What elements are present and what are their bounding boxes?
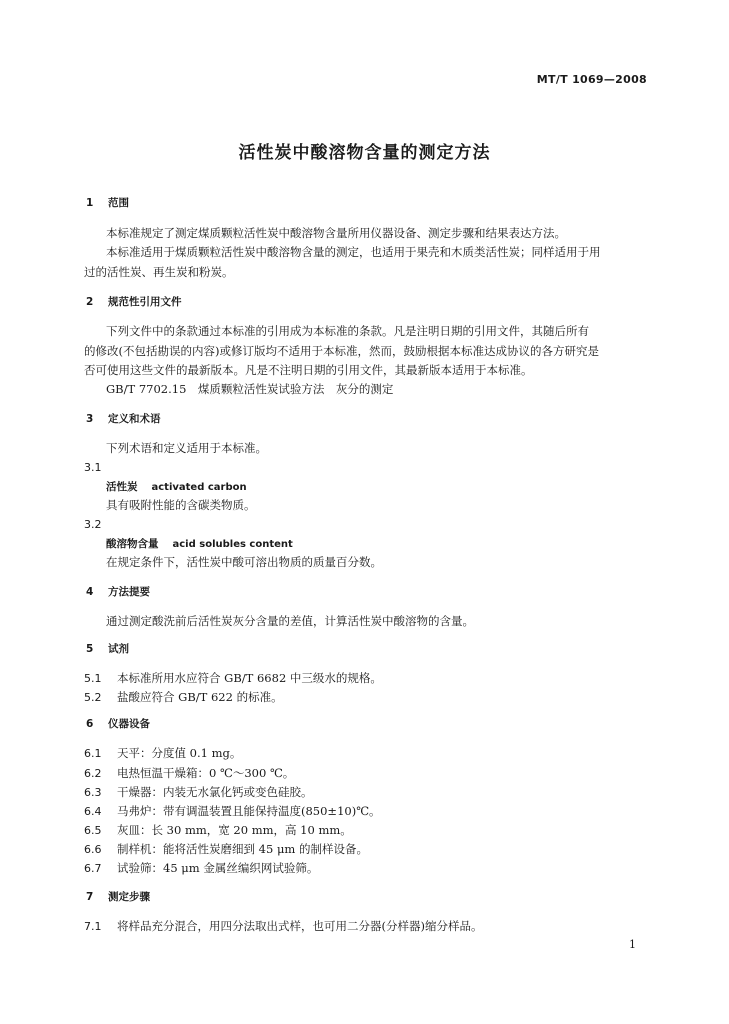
item-number: 7.1: [84, 920, 102, 933]
list-item: [84, 765, 294, 782]
paragraph: 过的活性炭、再生炭和粉炭。: [84, 265, 234, 279]
paragraph: 通过测定酸洗前后活性炭灰分含量的差值，计算活性炭中酸溶物的含量。: [106, 614, 474, 628]
item-text: 电热恒温干燥箱：0 ℃～300 ℃。: [117, 766, 295, 780]
item-text: 将样品充分混合，用四分法取出式样，也可用二分器(分样器)缩分样品。: [117, 919, 483, 933]
section-number: 5: [86, 643, 94, 655]
paragraph: 下列术语和定义适用于本标准。: [106, 441, 267, 455]
list-item: [84, 689, 283, 706]
section-number: 6: [86, 718, 94, 730]
list-item: [84, 670, 382, 687]
item-number: 6.2: [84, 767, 102, 780]
section-title: 定义和术语: [108, 413, 161, 425]
term-definition: 具有吸附性能的含碳类物质。: [106, 498, 256, 512]
item-number: 6.4: [84, 805, 102, 818]
item-number: 6.7: [84, 862, 102, 875]
section-title: 仪器设备: [108, 718, 150, 730]
list-item: [84, 860, 318, 877]
section-title: 测定步骤: [108, 891, 150, 903]
list-item: [84, 822, 352, 839]
list-item: [84, 745, 241, 762]
term-definition: 在规定条件下，活性炭中酸可溶出物质的质量百分数。: [106, 555, 382, 569]
paragraph: 下列文件中的条款通过本标准的引用成为本标准的条款。凡是注明日期的引用文件，其随后所有: [106, 324, 589, 338]
paragraph: 的修改(不包括勘误的内容)或修订版均不适用于本标准，然而，鼓励根据本标准达成协议的各方研究是: [84, 344, 599, 358]
paragraph: 否可使用这些文件的最新版本。凡是不注明日期的引用文件，其最新版本适用于本标准。: [84, 363, 533, 377]
item-number: 6.1: [84, 747, 102, 760]
section-number: 1: [86, 197, 94, 209]
section-2-heading: [86, 294, 182, 310]
term-english: activated carbon: [151, 482, 247, 493]
item-number: 5.1: [84, 672, 102, 685]
page-number: 1: [629, 938, 636, 951]
section-1-heading: [86, 195, 129, 211]
section-number: 7: [86, 891, 94, 903]
paragraph: 本标准适用于煤质颗粒活性炭中酸溶物含量的测定，也适用于果壳和木质类活性炭；同样适用于用: [106, 245, 601, 259]
section-title: 规范性引用文件: [108, 296, 182, 308]
term-chinese: 酸溶物含量: [106, 538, 159, 550]
reference-entry: GB/T 7702.15 煤质颗粒活性炭试验方法 灰分的测定: [106, 382, 394, 396]
term-number: 3.2: [84, 518, 102, 531]
item-number: 5.2: [84, 691, 102, 704]
section-title: 试剂: [108, 643, 129, 655]
item-text: 盐酸应符合 GB/T 622 的标准。: [117, 690, 283, 704]
section-title: 方法提要: [108, 586, 150, 598]
section-number: 4: [86, 586, 94, 598]
section-6-heading: [86, 716, 150, 732]
document-title: 活性炭中酸溶物含量的测定方法: [238, 143, 491, 163]
item-number: 6.5: [84, 824, 102, 837]
list-item: [84, 803, 381, 820]
section-4-heading: [86, 584, 150, 600]
term-entry: [106, 478, 247, 496]
item-text: 试验筛：45 μm 金属丝编织网试验筛。: [117, 861, 319, 875]
item-text: 干燥器：内装无水氯化钙或变色硅胶。: [117, 785, 313, 799]
standard-code: MT/T 1069—2008: [536, 73, 647, 86]
item-text: 本标准所用水应符合 GB/T 6682 中三级水的规格。: [117, 671, 382, 685]
section-number: 2: [86, 296, 94, 308]
section-title: 范围: [108, 197, 129, 209]
section-3-heading: [86, 411, 161, 427]
item-text: 制样机：能将活性炭磨细到 45 μm 的制样设备。: [117, 842, 368, 856]
term-english: acid solubles content: [172, 539, 293, 550]
term-chinese: 活性炭: [106, 481, 138, 493]
item-text: 灰皿：长 30 mm，宽 20 mm，高 10 mm。: [117, 823, 352, 837]
list-item: [84, 841, 368, 858]
section-number: 3: [86, 413, 94, 425]
section-5-heading: [86, 641, 129, 657]
paragraph: 本标准规定了测定煤质颗粒活性炭中酸溶物含量所用仪器设备、测定步骤和结果表达方法。: [106, 226, 566, 240]
item-text: 天平：分度值 0.1 mg。: [117, 746, 242, 760]
item-text: 马弗炉：带有调温装置且能保持温度(850±10)℃。: [117, 804, 381, 818]
section-7-heading: [86, 889, 150, 905]
list-item: [84, 918, 482, 935]
list-item: [84, 784, 313, 801]
item-number: 6.6: [84, 843, 102, 856]
term-entry: [106, 535, 293, 553]
term-number: 3.1: [84, 461, 102, 474]
item-number: 6.3: [84, 786, 102, 799]
